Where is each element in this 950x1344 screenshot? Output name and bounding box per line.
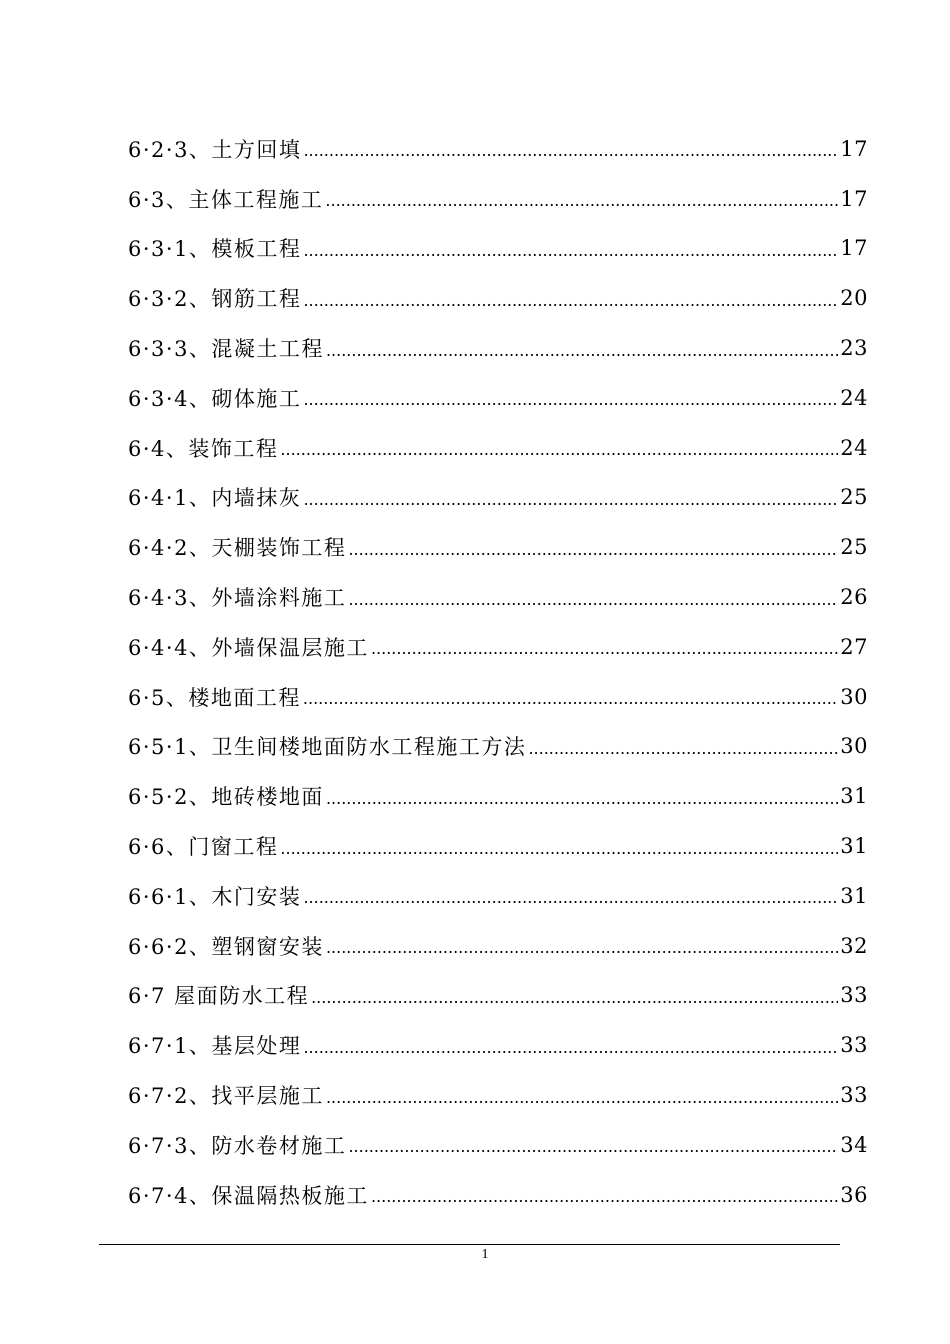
toc-dot-leader: [528, 739, 838, 758]
toc-entry-page: 31: [840, 784, 868, 809]
toc-entry-title: 6·3、主体工程施工: [128, 187, 324, 212]
toc-entry[interactable]: [128, 771, 868, 821]
toc-entry-title: 6·3·4、砌体施工: [128, 386, 302, 411]
toc-dot-leader: [326, 341, 838, 360]
toc-entry-page: 24: [840, 385, 868, 410]
toc-entry-page: 17: [840, 186, 868, 211]
toc-dot-leader: [303, 888, 838, 907]
toc-entry[interactable]: [128, 821, 868, 871]
toc-dot-leader: [303, 689, 838, 708]
toc-dot-leader: [311, 988, 838, 1007]
toc-entry-page: 25: [840, 485, 868, 510]
toc-entry-page: 17: [840, 236, 868, 261]
toc-entry-page: 20: [840, 286, 868, 311]
toc-entry-page: 31: [840, 834, 868, 859]
toc-entry-title: 6·7·3、防水卷材施工: [128, 1133, 347, 1158]
toc-entry-title: 6·6、门窗工程: [128, 835, 279, 860]
toc-dot-leader: [326, 1088, 838, 1107]
toc-entry[interactable]: [128, 323, 868, 373]
toc-entry[interactable]: [128, 373, 868, 423]
toc-entry-page: 27: [840, 634, 868, 659]
toc-entry-page: 31: [840, 883, 868, 908]
toc-entry[interactable]: [128, 522, 868, 572]
toc-entry-title: 6·3·2、钢筋工程: [128, 287, 302, 312]
toc-entry-title: 6·5·1、卫生间楼地面防水工程施工方法: [128, 735, 527, 760]
toc-entry-page: 36: [840, 1182, 868, 1207]
toc-dot-leader: [303, 490, 838, 509]
toc-entry-page: 33: [840, 1083, 868, 1108]
toc-entry-title: 6·3·3、混凝土工程: [128, 337, 324, 362]
toc-entry[interactable]: [128, 273, 868, 323]
toc-entry-page: 33: [840, 1033, 868, 1058]
toc-entry-title: 6·3·1、模板工程: [128, 237, 302, 262]
toc-entry-title: 6·7·1、基层处理: [128, 1034, 302, 1059]
toc-entry[interactable]: [128, 1170, 868, 1220]
toc-entry[interactable]: [128, 224, 868, 274]
toc-entry-page: 30: [840, 734, 868, 759]
toc-dot-leader: [280, 440, 838, 459]
toc-entry[interactable]: [128, 1070, 868, 1120]
toc-dot-leader: [303, 241, 838, 260]
toc-entry-title: 6·7·2、找平层施工: [128, 1084, 324, 1109]
toc-entry-title: 6·4、装饰工程: [128, 436, 279, 461]
toc-entry-page: 33: [840, 983, 868, 1008]
table-of-contents: [128, 124, 868, 1220]
toc-entry[interactable]: [128, 921, 868, 971]
toc-entry-title: 6·4·4、外墙保温层施工: [128, 635, 369, 660]
footer-divider: [99, 1244, 840, 1245]
toc-dot-leader: [348, 540, 838, 559]
toc-entry[interactable]: [128, 871, 868, 921]
toc-entry-page: 17: [840, 136, 868, 161]
toc-entry[interactable]: [128, 622, 868, 672]
toc-entry-title: 6·6·2、塑钢窗安装: [128, 934, 324, 959]
toc-entry-title: 6·5、楼地面工程: [128, 685, 301, 710]
toc-entry[interactable]: [128, 672, 868, 722]
toc-dot-leader: [303, 1038, 838, 1057]
toc-entry-title: 6·7·4、保温隔热板施工: [128, 1183, 369, 1208]
toc-dot-leader: [348, 1137, 838, 1156]
toc-entry-page: 25: [840, 535, 868, 560]
toc-entry[interactable]: [128, 423, 868, 473]
toc-entry[interactable]: [128, 473, 868, 523]
toc-dot-leader: [326, 789, 838, 808]
toc-entry[interactable]: [128, 572, 868, 622]
toc-dot-leader: [371, 639, 838, 658]
toc-dot-leader: [303, 141, 838, 160]
toc-dot-leader: [326, 938, 838, 957]
toc-entry-title: 6·4·3、外墙涂料施工: [128, 586, 347, 611]
footer-page-number: 1: [481, 1247, 489, 1262]
toc-entry-title: 6·2·3、土方回填: [128, 137, 302, 162]
toc-entry[interactable]: [128, 124, 868, 174]
toc-entry-title: 6·5·2、地砖楼地面: [128, 785, 324, 810]
toc-dot-leader: [303, 390, 838, 409]
toc-dot-leader: [371, 1187, 838, 1206]
toc-entry-title: 6·4·1、内墙抹灰: [128, 486, 302, 511]
toc-entry-page: 26: [840, 585, 868, 610]
toc-entry[interactable]: [128, 1020, 868, 1070]
toc-entry-page: 30: [840, 684, 868, 709]
toc-entry[interactable]: [128, 971, 868, 1021]
toc-entry-page: 32: [840, 933, 868, 958]
toc-dot-leader: [303, 291, 838, 310]
toc-entry[interactable]: [128, 1120, 868, 1170]
toc-dot-leader: [325, 191, 838, 210]
toc-entry-page: 24: [840, 435, 868, 460]
toc-entry-page: 23: [840, 336, 868, 361]
toc-dot-leader: [348, 590, 838, 609]
toc-dot-leader: [280, 839, 838, 858]
toc-entry[interactable]: [128, 174, 868, 224]
toc-entry-title: 6·4·2、天棚装饰工程: [128, 536, 347, 561]
toc-entry-title: 6·6·1、木门安装: [128, 884, 302, 909]
toc-entry[interactable]: [128, 722, 868, 772]
toc-entry-title: 6·7 屋面防水工程: [128, 984, 310, 1009]
toc-entry-page: 34: [840, 1132, 868, 1157]
